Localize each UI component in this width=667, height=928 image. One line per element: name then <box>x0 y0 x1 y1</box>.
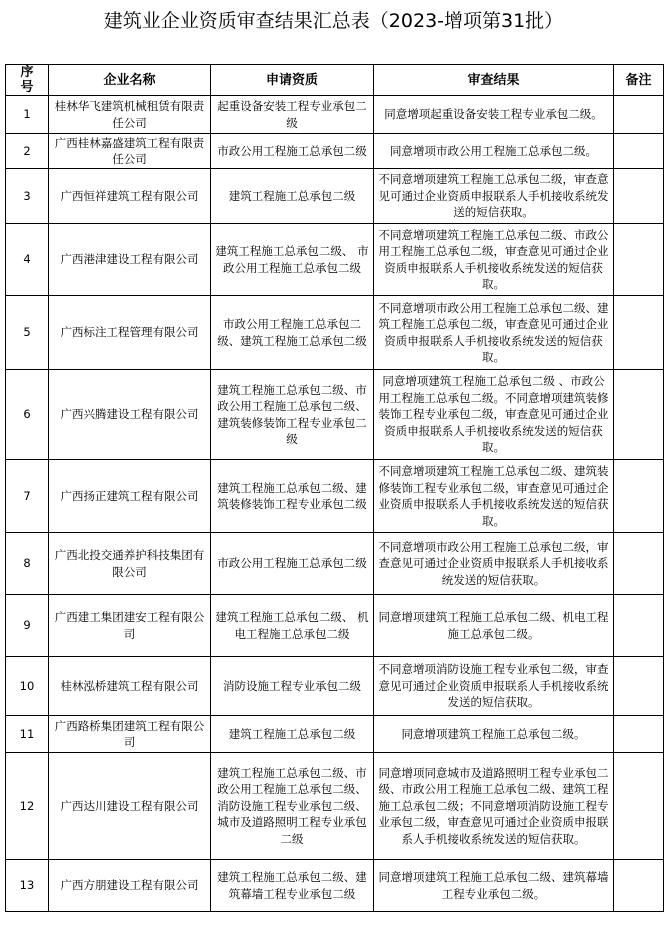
row-no: 5 <box>6 296 49 370</box>
row-qualification: 起重设备安装工程专业承包二级 <box>211 96 374 134</box>
row-company: 广西方朋建设工程有限公司 <box>49 860 211 912</box>
table-row <box>6 860 664 912</box>
results-table <box>5 64 664 912</box>
row-remark <box>614 753 664 860</box>
row-company: 广西恒祥建筑工程有限公司 <box>49 169 211 224</box>
row-no: 8 <box>6 533 49 595</box>
row-qualification: 建筑工程施工总承包二级、建筑幕墙工程专业承包二级 <box>211 860 374 912</box>
row-no: 7 <box>6 460 49 533</box>
table-header-row <box>6 65 664 96</box>
page-title: 建筑业企业资质审查结果汇总表（2023-增项第31批） <box>103 10 564 32</box>
row-qualification: 市政公用工程施工总承包二级 <box>211 134 374 169</box>
row-result: 同意增项起重设备安装工程专业承包二级。 <box>374 96 614 134</box>
row-remark <box>614 716 664 753</box>
row-remark <box>614 96 664 134</box>
row-qualification: 建筑工程施工总承包二级、市政公用工程施工总承包二级、消防设施工程专业承包二级、城市及道路照明工程专业承包二级 <box>211 753 374 860</box>
row-no: 2 <box>6 134 49 169</box>
row-no: 3 <box>6 169 49 224</box>
row-result: 不同意增项建筑工程施工总承包二级、建筑装修装饰工程专业承包二级，审查意见可通过企业资质申报联系人手机接收系统发送的短信获取。 <box>374 460 614 533</box>
row-result: 同意增项建筑工程施工总承包二级。 <box>374 716 614 753</box>
header-no: 序号 <box>6 65 49 96</box>
header-remark: 备注 <box>614 65 664 96</box>
row-company: 广西达川建设工程有限公司 <box>49 753 211 860</box>
row-qualification: 建筑工程施工总承包二级、建筑装修装饰工程专业承包二级 <box>211 460 374 533</box>
row-result: 同意增项建筑工程施工总承包二级、机电工程施工总承包二级。 <box>374 595 614 657</box>
row-no: 10 <box>6 657 49 716</box>
row-company: 桂林华飞建筑机械租赁有限责任公司 <box>49 96 211 134</box>
row-result: 不同意增项市政公用工程施工总承包二级，审查意见可通过企业资质申报联系人手机接收系统发送的短信获取。 <box>374 533 614 595</box>
row-no: 13 <box>6 860 49 912</box>
table-row <box>6 96 664 134</box>
row-qualification: 建筑工程施工总承包二级、 市政公用工程施工总承包二级 <box>211 224 374 296</box>
row-no: 9 <box>6 595 49 657</box>
row-result: 不同意增项消防设施工程专业承包二级，审查意见可通过企业资质申报联系人手机接收系统发送的短信获取。 <box>374 657 614 716</box>
row-remark <box>614 296 664 370</box>
row-qualification: 建筑工程施工总承包二级、市政公用工程施工总承包二级、建筑装修装饰工程专业承包二级 <box>211 370 374 460</box>
header-result: 审查结果 <box>374 65 614 96</box>
row-no: 1 <box>6 96 49 134</box>
table-row <box>6 134 664 169</box>
row-remark <box>614 169 664 224</box>
row-company: 广西路桥集团建筑工程有限公司 <box>49 716 211 753</box>
table-row <box>6 370 664 460</box>
row-remark <box>614 860 664 912</box>
row-remark <box>614 224 664 296</box>
row-result: 不同意增项建筑工程施工总承包二级、市政公用工程施工总承包二级，审查意见可通过企业资质申报联系人手机接收系统发送的短信获取。 <box>374 224 614 296</box>
row-company: 广西标注工程管理有限公司 <box>49 296 211 370</box>
row-company: 桂林泓桥建筑工程有限公司 <box>49 657 211 716</box>
row-company: 广西港津建设工程有限公司 <box>49 224 211 296</box>
table-row <box>6 169 664 224</box>
row-no: 12 <box>6 753 49 860</box>
table-row <box>6 460 664 533</box>
row-result: 同意增项同意城市及道路照明工程专业承包二级、市政公用工程施工总承包二级、建筑工程施工总承包二级；不同意增项消防设施工程专业承包二级，审查意见可通过企业资质申报联系人手机接收系统发送的短信获取。 <box>374 753 614 860</box>
row-no: 4 <box>6 224 49 296</box>
table-row <box>6 657 664 716</box>
header-company: 企业名称 <box>49 65 211 96</box>
row-remark <box>614 460 664 533</box>
row-qualification: 市政公用工程施工总承包二级、建筑工程施工总承包二级 <box>211 296 374 370</box>
row-company: 广西建工集团建安工程有限公司 <box>49 595 211 657</box>
row-qualification: 建筑工程施工总承包二级 <box>211 716 374 753</box>
table-row <box>6 595 664 657</box>
row-no: 6 <box>6 370 49 460</box>
row-result: 同意增项市政公用工程施工总承包二级。 <box>374 134 614 169</box>
row-result: 同意增项建筑工程施工总承包二级 、市政公用工程施工总承包二级。不同意增项建筑装修装饰工程专业承包二级，审查意见可通过企业资质申报联系人手机接收系统发送的短信获取。 <box>374 370 614 460</box>
header-qualification: 申请资质 <box>211 65 374 96</box>
row-result: 同意增项建筑工程施工总承包二级、建筑幕墙工程专业承包二级。 <box>374 860 614 912</box>
table-row <box>6 753 664 860</box>
row-company: 广西北投交通养护科技集团有限公司 <box>49 533 211 595</box>
row-remark <box>614 657 664 716</box>
row-no: 11 <box>6 716 49 753</box>
table-row <box>6 296 664 370</box>
row-result: 不同意增项建筑工程施工总承包二级，审查意见可通过企业资质申报联系人手机接收系统发送的短信获取。 <box>374 169 614 224</box>
row-result: 不同意增项市政公用工程施工总承包二级、建筑工程施工总承包二级，审查意见可通过企业资质申报联系人手机接收系统发送的短信获取。 <box>374 296 614 370</box>
row-qualification: 建筑工程施工总承包二级、 机电工程施工总承包二级 <box>211 595 374 657</box>
row-company: 广西扬正建筑工程有限公司 <box>49 460 211 533</box>
row-remark <box>614 134 664 169</box>
row-company: 广西桂林嘉盛建筑工程有限责任公司 <box>49 134 211 169</box>
table-row <box>6 716 664 753</box>
row-qualification: 建筑工程施工总承包二级 <box>211 169 374 224</box>
row-qualification: 消防设施工程专业承包二级 <box>211 657 374 716</box>
row-company: 广西兴腾建设工程有限公司 <box>49 370 211 460</box>
row-remark <box>614 370 664 460</box>
table-row <box>6 224 664 296</box>
row-remark <box>614 533 664 595</box>
row-qualification: 市政公用工程施工总承包二级 <box>211 533 374 595</box>
table-row <box>6 533 664 595</box>
row-remark <box>614 595 664 657</box>
